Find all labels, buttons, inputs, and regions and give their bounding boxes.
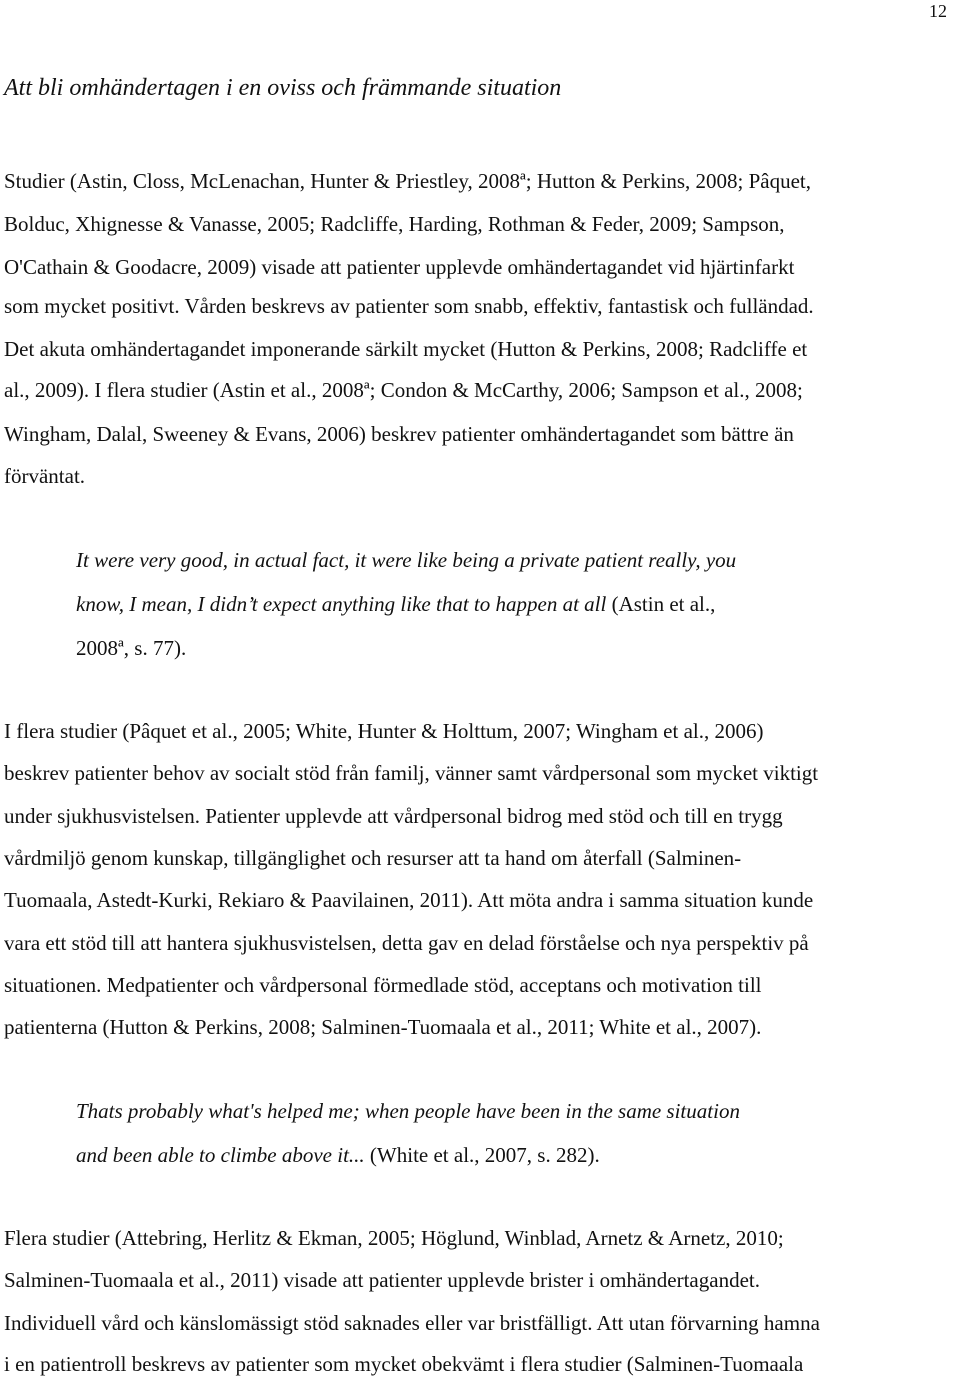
text-line: al., 2009). I flera studier (Astin et al., 2008ª; Condon & McCarthy, 2006; Sampson et al., 2008; [4,378,803,402]
quote-text: and been able to climbe above it... [76,1143,365,1167]
quote-citation: (Astin et al., [606,592,716,616]
text-line: Salminen-Tuomaala et al., 2011) visade att patienter upplevde brister i omhändertagandet. [4,1268,760,1292]
text-line: I flera studier (Pâquet et al., 2005; White, Hunter & Holttum, 2007; Wingham et al., 2006) [4,719,764,743]
text-line: vårdmiljö genom kunskap, tillgänglighet och resurser att ta hand om återfall (Salminen- [4,846,742,870]
quote-line: It were very good, in actual fact, it were like being a private patient really, you [76,548,737,572]
text-line: Wingham, Dalal, Sweeney & Evans, 2006) beskrev patienter omhändertagandet som bättre än [4,422,794,446]
quote-text: know, I mean, I didn’t expect anything like that to happen at all [76,592,607,616]
text-line: patienterna (Hutton & Perkins, 2008; Salminen-Tuomaala et al., 2011; White et al., 2007). [4,1015,762,1039]
text-line: Tuomaala, Astedt-Kurki, Rekiaro & Paavilainen, 2011). Att möta andra i samma situation kunde [4,888,814,912]
text-line: Bolduc, Xhignesse & Vanasse, 2005; Radcliffe, Harding, Rothman & Feder, 2009; Sampson, [4,212,785,236]
text-line: i en patientroll beskrevs av patienter som mycket obekvämt i flera studier (Salminen-Tuomaala [4,1352,804,1376]
text-line: Individuell vård och känslomässigt stöd saknades eller var bristfälligt. Att utan förvarning hamna [4,1311,820,1335]
text-line: som mycket positivt. Vården beskrevs av patienter som snabb, effektiv, fantastisk och fulländad. [4,294,814,318]
quote-line [76,1141,600,1169]
page-number: 12 [929,1,947,21]
quote-citation: (White et al., 2007, s. 282). [364,1143,600,1167]
text-line: Studier (Astin, Closs, McLenachan, Hunter & Priestley, 2008ª; Hutton & Perkins, 2008; Pâquet, [4,169,812,193]
text-line: vara ett stöd till att hantera sjukhusvistelsen, detta gav en delad förståelse och nya perspektiv på [4,931,809,955]
text-line: situationen. Medpatienter och vårdpersonal förmedlade stöd, acceptans och motivation till [4,973,762,997]
quote-citation: 2008ª, s. 77). [76,636,187,660]
text-line: O'Cathain & Goodacre, 2009) visade att patienter upplevde omhändertagandet vid hjärtinfarkt [4,255,795,279]
quote-line: Thats probably what's helped me; when people have been in the same situation [76,1099,740,1123]
text-line: Det akuta omhändertagandet imponerande särkilt mycket (Hutton & Perkins, 2008; Radcliffe et [4,337,808,361]
text-line: under sjukhusvistelsen. Patienter upplevde att vårdpersonal bidrog med stöd och till en trygg [4,804,783,828]
quote-line [76,590,715,618]
text-line: förväntat. [4,464,86,488]
text-line: beskrev patienter behov av socialt stöd från familj, vänner samt vårdpersonal som mycket viktigt [4,761,819,785]
text-line: Flera studier (Attebring, Herlitz & Ekman, 2005; Höglund, Winblad, Arnetz & Arnetz, 2010; [4,1226,784,1250]
section-heading: Att bli omhändertagen i en oviss och främmande situation [4,75,562,101]
